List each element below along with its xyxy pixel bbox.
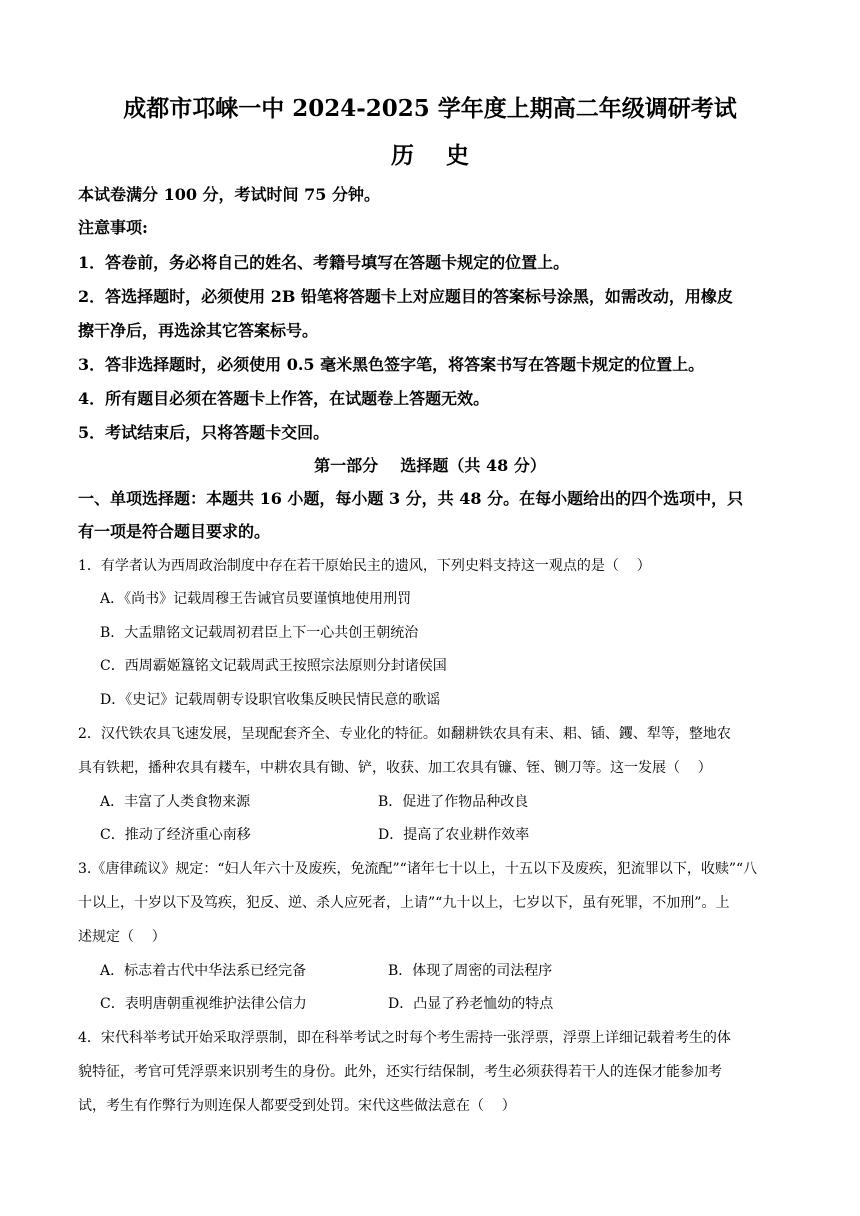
note-item: 2．答选择题时，必须使用 2B 铅笔将答题卡上对应题目的答案标号涂黑，如需改动，用橡皮 [78,287,733,306]
option-d: D．《史记》记载周朝专设职官收集反映民情民意的歌谣 [100,692,441,708]
question-stem: 1．有学者认为西周政治制度中存在若干原始民主的遗风，下列史料支持这一观点的是（ ） [78,558,651,574]
question-stem: 试，考生有作弊行为则连保人都要受到处罚。宋代这些做法意在（ ） [78,1098,516,1114]
question-stem: 貌特征，考官可凭浮票来识别考生的身份。此外，还实行结保制，考生必须获得若干人的连保才能参加考 [78,1064,722,1080]
section-instruction: 一、单项选择题：本题共 16 小题，每小题 3 分，共 48 分。在每小题给出的四个选项中，只 [78,489,744,508]
note-item: 1．答卷前，务必将自己的姓名、考籍号填写在答题卡规定的位置上。 [78,253,570,272]
option-a: A．《尚书》记载周穆王告诫官员要谨慎地使用刑罚 [100,591,412,607]
option-b: B．促进了作物品种改良 [378,794,529,810]
option-b: B．大盂鼎铭文记载周初君臣上下一心共创王朝统治 [100,625,419,641]
notes-title: 注意事项: [78,218,148,237]
question-stem: 具有铁耙，播种农具有耧车，中耕农具有锄、铲，收获、加工农具有镰、铚、铡刀等。这一发展（ ） [78,760,712,776]
question-stem: 2．汉代铁农具飞速发展，呈现配套齐全、专业化的特征。如翻耕铁农具有耒、耜、锸、钁、犁等，整地农 [78,726,731,742]
option-d: D．提高了农业耕作效率 [378,827,530,843]
section-instruction: 有一项是符合题目要求的。 [78,522,271,541]
note-item: 3．答非选择题时，必须使用 0.5 毫米黑色签字笔，将答案书写在答题卡规定的位置上。 [78,355,705,374]
note-item: 4．所有题目必须在答题卡上作答，在试题卷上答题无效。 [78,389,490,408]
option-c: C．推动了经济重心南移 [100,827,251,843]
question-stem: 述规定（ ） [78,929,166,945]
option-b: B．体现了周密的司法程序 [388,963,553,979]
option-c: C．西周霸姬簋铭文记载周武王按照宗法原则分封诸侯国 [100,658,447,674]
exam-title: 成都市邛崃一中 2024-2025 学年度上期高二年级调研考试 [123,95,737,122]
question-stem: 3.《唐律疏议》规定：“妇人年六十及废疾，免流配”“诸年七十以上，十五以下及废疾，犯流罪以下，收赎”“八 [78,861,758,877]
section-heading: 第一部分 选择题（共 48 分） [314,456,546,475]
question-stem: 十以上，十岁以下及笃疾，犯反、逆、杀人应死者，上请”“九十以上，七岁以下，虽有死罪，不加刑”。上 [78,895,730,911]
note-item: 5．考试结束后，只将答题卡交回。 [78,423,330,442]
option-c: C．表明唐朝重视维护法律公信力 [100,996,307,1012]
option-d: D．凸显了矜老恤幼的特点 [388,996,554,1012]
option-a: A．标志着古代中华法系已经完备 [100,963,307,979]
question-stem: 4．宋代科举考试开始采取浮票制，即在科举考试之时每个考生需持一张浮票，浮票上详细记载着考生的体 [78,1030,731,1046]
note-item: 擦干净后，再选涂其它答案标号。 [78,321,319,340]
option-a: A．丰富了人类食物来源 [100,794,251,810]
exam-info: 本试卷满分 100 分，考试时间 75 分钟。 [78,185,380,204]
subject-title: 历 史 [390,142,470,169]
